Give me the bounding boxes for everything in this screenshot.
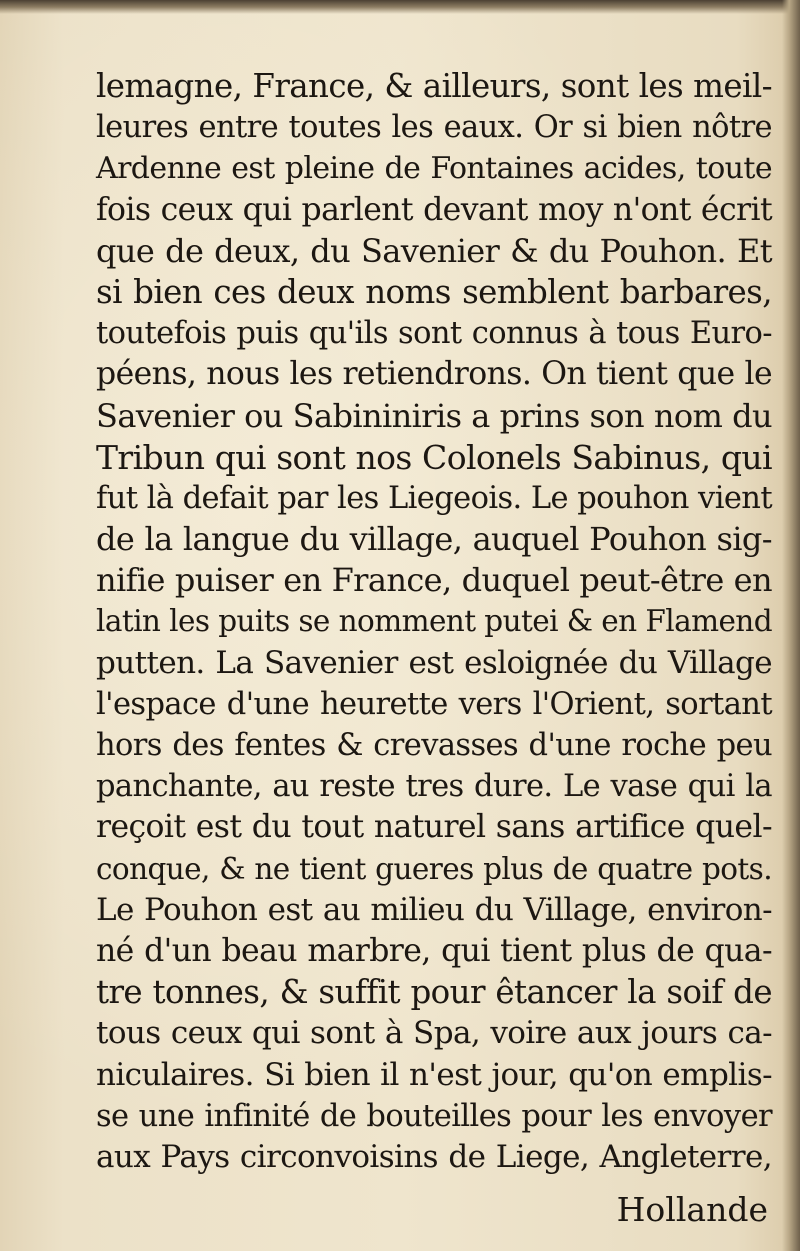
text-line: reçoit est du tout naturel sans artifice quel- (96, 809, 772, 846)
catchword: Hollande (616, 1190, 768, 1229)
text-line: tous ceux qui sont à Spa, voire aux jours ca- (96, 1015, 772, 1052)
text-line: nifie puiser en France, duquel peut-être en (96, 561, 772, 600)
text-line: Ardenne est pleine de Fontaines acides, toute (96, 151, 772, 187)
text-line: Le Pouhon est au milieu du Village, environ- (96, 891, 772, 928)
text-line: Savenier ou Sabininiris a prins son nom du (96, 396, 772, 435)
text-line: conque, & ne tient gueres plus de quatre pots. (96, 851, 772, 886)
text-line: Tribun qui sont nos Colonels Sabinus, qui (96, 437, 772, 477)
text-line: fut là defait par les Liegeois. Le pouhon vient (96, 480, 772, 516)
text-line: putten. La Savenier est esloignée du Village (96, 644, 772, 681)
text-line: toutefois puis qu'ils sont connus à tous Euro- (96, 316, 772, 352)
text-line: niculaires. Si bien il n'est jour, qu'on emplis- (96, 1056, 772, 1093)
page-gutter-edge (782, 0, 800, 1251)
text-line: né d'un beau marbre, qui tient plus de qua- (96, 932, 772, 969)
text-line: fois ceux qui parlent devant moy n'ont écrit (96, 191, 772, 228)
text-line: lemagne, France, & ailleurs, sont les meil- (96, 67, 772, 105)
show-through-bleed (150, 1175, 630, 1215)
text-line: se une infinité de bouteilles pour les envoyer (96, 1098, 772, 1134)
text-line: leures entre toutes les eaux. Or si bien nôtre (96, 110, 772, 146)
body-text (96, 66, 772, 1178)
text-line: tre tonnes, & suffit pour êtancer la soif de (96, 973, 772, 1012)
text-line: péens, nous les retiendrons. On tient que le (96, 356, 772, 393)
text-line: hors des fentes & crevasses d'une roche peu (96, 728, 772, 763)
text-line: si bien ces deux noms semblent barbares, (96, 272, 772, 311)
text-line: panchante, au reste tres dure. Le vase qui la (96, 769, 772, 805)
text-line: latin les puits se nomment putei & en Flamend (96, 604, 772, 639)
text-line: de la langue du village, auquel Pouhon sig- (96, 520, 772, 559)
text-line: l'espace d'une heurette vers l'Orient, sortant (96, 686, 772, 722)
page-top-edge (0, 0, 800, 14)
text-line: aux Pays circonvoisins de Liege, Angleterre, (96, 1138, 772, 1175)
text-line: que de deux, du Savenier & du Pouhon. Et (96, 231, 772, 270)
